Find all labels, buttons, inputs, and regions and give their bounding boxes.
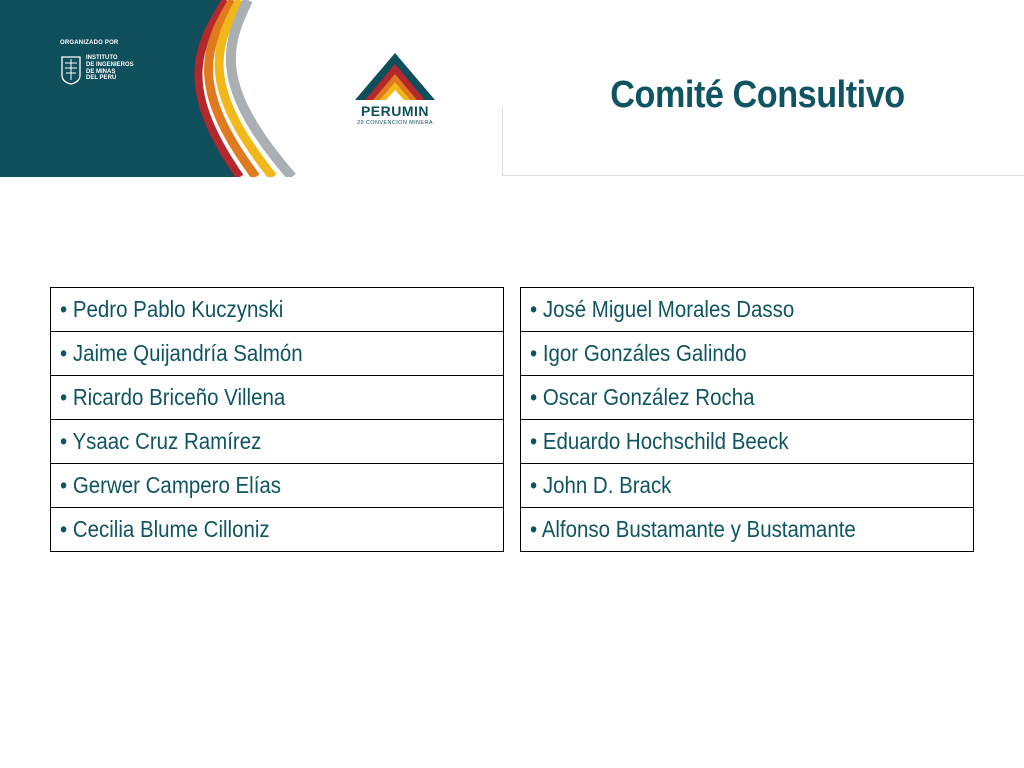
- organizer-name-line: DEL PERÚ: [86, 75, 117, 82]
- member-cell: [521, 464, 974, 508]
- organizer-name-line: DE INGENIEROS: [86, 61, 134, 68]
- organizer-name: [86, 55, 134, 82]
- member-cell: [521, 376, 974, 420]
- member-name: • Jaime Quijandría Salmón: [60, 340, 303, 366]
- table-row: [521, 420, 974, 464]
- member-cell: [51, 508, 504, 552]
- member-name: • Igor Gonzáles Galindo: [530, 340, 747, 366]
- organizer-name-line: INSTITUTO: [86, 55, 118, 61]
- member-name: • Eduardo Hochschild Beeck: [530, 428, 789, 454]
- committee-table-right: [520, 287, 974, 552]
- member-cell: [521, 420, 974, 464]
- header-band: [0, 0, 312, 177]
- table-row: [521, 508, 974, 552]
- member-name: • John D. Brack: [530, 472, 672, 498]
- page-title: Comité Consultivo: [610, 74, 905, 116]
- member-cell: [51, 332, 504, 376]
- member-cell: [521, 332, 974, 376]
- member-cell: [51, 288, 504, 332]
- member-name: • Alfonso Bustamante y Bustamante: [530, 516, 856, 542]
- table-row: [51, 420, 504, 464]
- table-row: [51, 288, 504, 332]
- institute-seal-icon: [60, 55, 82, 85]
- organizer-name-line: DE MINAS: [86, 68, 116, 75]
- organizer-block: [60, 40, 134, 85]
- table-row: [521, 332, 974, 376]
- table-row: [51, 332, 504, 376]
- table-row: [51, 508, 504, 552]
- committee-table-left: [50, 287, 504, 552]
- title-divider-vertical: [502, 108, 503, 176]
- member-cell: [51, 464, 504, 508]
- member-cell: [51, 376, 504, 420]
- member-name: • Ysaac Cruz Ramírez: [60, 428, 262, 454]
- title-divider-horizontal: [502, 175, 1024, 176]
- member-name: • Gerwer Campero Elías: [60, 472, 282, 498]
- table-row: [51, 464, 504, 508]
- member-name: • Ricardo Briceño Villena: [60, 384, 286, 410]
- member-name: • José Miguel Morales Dasso: [530, 296, 795, 322]
- member-name: • Pedro Pablo Kuczynski: [60, 296, 284, 322]
- organizer-caption: ORGANIZADO POR: [60, 40, 119, 46]
- member-name: • Cecilia Blume Cilloniz: [60, 516, 270, 542]
- table-row: [51, 376, 504, 420]
- brand-name: PERUMIN: [360, 103, 430, 119]
- table-row: [521, 464, 974, 508]
- table-row: [521, 376, 974, 420]
- table-row: [521, 288, 974, 332]
- member-cell: [521, 288, 974, 332]
- brand-subtitle: 29 CONVENCION MINERA: [357, 120, 433, 126]
- member-cell: [521, 508, 974, 552]
- member-name: • Oscar González Rocha: [530, 384, 755, 410]
- organizer-row: [60, 55, 134, 85]
- member-cell: [51, 420, 504, 464]
